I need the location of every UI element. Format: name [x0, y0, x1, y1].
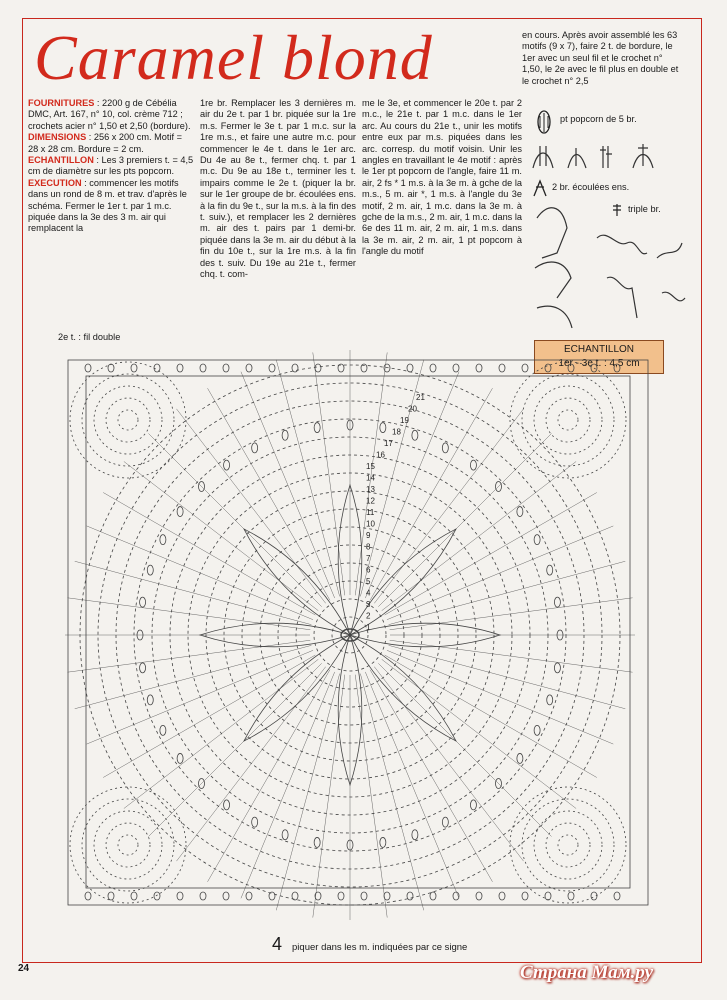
chart-corner-arc	[522, 374, 614, 466]
col2-text: 1re br. Remplacer les 3 dernières m. air du 2e t. par 1 br. piquée sur la 1re m.s. Fermer le 3e t. par 1 m.c. sur la 1re m.s., et faire une autre m.c. pour commencer le 4e t. dans le 1er arc. Du 4e au 8e t., fermer chq. t. par 1 m.c. Du 9e au 18e t., terminer les t. impairs comme le 2e t. (piquer la br. sur le 1er groupe de br. écoulées ens. à la fin du 9e t., sur la m.s. à la fin des t. suiv.), et remplacer les 2 dernières m. air des t. pairs par 1 demi-br. piquée dans la 3e m. air du début à la fin du 10e t., sur la 1re m.s. à la fin des t. suiv. Du 19e au 21e t., fermer chq. t. com-	[200, 98, 356, 280]
chart-spoke	[378, 663, 551, 836]
col3-text: me le 3e, et commencer le 20e t. par 2 m.c., le 21e t. par 1 m.c. dans le 1er arc. Au cours du 21e t., unir les motifs entre eux par m.s. piquées dans les arc. corresp. du motif voisin. Unir les angles en travaillant le 4e motif : après le 1er pt popcorn de l'angle, faire 11 m. air, 2 fs * 1 m.s. à la 3e m. à gche de la m.s., 5 m. air *, 1 m.s. à l'angle du 3e motif, 2 m. air, 1 m.c. dans la 3e m. à gche de la m.s., 2 m. air, 1 m.c. dans la 6e des 11 m. air, 2 m. air, 1 m.s. dans la 3e m. air, 2 m. air, 1 pt popcorn à l'angle du motif	[362, 98, 522, 257]
chart-border-popcorn	[200, 892, 206, 900]
chart-popcorn	[442, 443, 448, 453]
chart-spoke	[365, 672, 459, 898]
legend-popcorn: pt popcorn de 5 br.	[560, 114, 637, 124]
chart-spoke	[355, 675, 387, 918]
chart-border-popcorn	[269, 892, 275, 900]
chart-border-popcorn	[315, 892, 321, 900]
echantillon-label: ECHANTILLON	[28, 155, 94, 166]
chart-corner-arc	[546, 823, 590, 867]
chart-popcorn	[147, 565, 153, 575]
fournitures-text: : 2200 g de Cébélia DMC, Art. 167, n° 10, col. crème 712 ; crochets acier n° 1,50 et 2,50 (bordure).	[28, 98, 191, 131]
chart-corner-arc	[510, 362, 626, 478]
chart-spoke	[75, 561, 312, 624]
chart-border-popcorn	[223, 892, 229, 900]
chart-spoke	[390, 640, 633, 672]
chart-popcorn	[140, 663, 146, 673]
chart-border-popcorn	[384, 364, 390, 372]
chart-corner-arc	[118, 835, 138, 855]
chart-spoke	[313, 675, 345, 918]
chart-popcorn	[224, 460, 230, 470]
chart-border-popcorn	[154, 364, 160, 372]
chart-popcorn	[282, 830, 288, 840]
chart-border-popcorn	[131, 364, 137, 372]
chart-spoke	[390, 598, 633, 630]
chart-row-number: 14	[366, 473, 375, 483]
chart-border-popcorn	[545, 364, 551, 372]
chart-popcorn	[252, 443, 258, 453]
chart-spoke	[360, 674, 423, 911]
chart-spoke	[374, 667, 523, 861]
chart-spoke	[124, 659, 318, 808]
chart-border-popcorn	[568, 892, 574, 900]
chart-spoke	[241, 672, 335, 898]
chart-row-number: 3	[366, 600, 371, 609]
chart-spoke	[313, 352, 345, 595]
chart-border-popcorn	[407, 364, 413, 372]
chart-popcorn	[412, 430, 418, 440]
chart-popcorn	[224, 800, 230, 810]
chart-border-popcorn	[292, 892, 298, 900]
chart-spoke	[378, 433, 551, 606]
chart-corner-arc	[94, 386, 162, 454]
chart-border-popcorn	[476, 364, 482, 372]
chart-row-number: 2	[366, 611, 371, 621]
chart-popcorn	[282, 430, 288, 440]
chart-row-number: 20	[408, 404, 417, 414]
chart-popcorn	[160, 725, 166, 735]
echantillon-text: : Les 3 premiers t. = 4,5 cm de diamètre sur les pts popcorn.	[28, 155, 194, 177]
chart-corner-arc	[70, 787, 186, 903]
chart-row-number: 18	[392, 427, 401, 437]
chart-row-number: 9	[366, 531, 371, 540]
chart-spoke	[177, 409, 326, 603]
instructions-column-3	[362, 98, 522, 258]
chart-popcorn	[177, 753, 183, 763]
dimensions-paragraph	[28, 132, 194, 155]
popcorn-symbol-icon	[530, 108, 560, 136]
stitch-illustrations-icon	[527, 198, 692, 338]
col0-text: en cours. Après avoir assemblé les 63 motifs (9 x 7), faire 2 t. de bordure, le 1er avec un seul fil et le crochet n° 1,50, le 2e avec le fil plus en double et le crochet n° 2,5	[522, 30, 679, 86]
footnote-text: piquer dans les m. indiquées par ce signe	[292, 942, 468, 953]
chart-popcorn	[442, 817, 448, 827]
chart-border-popcorn	[407, 892, 413, 900]
chart-border-popcorn	[591, 364, 597, 372]
chart-corner-arc	[82, 799, 174, 891]
chart-spoke	[276, 360, 339, 597]
chart-border-popcorn	[568, 364, 574, 372]
chart-border-popcorn	[177, 892, 183, 900]
fournitures-label: FOURNITURES	[28, 98, 95, 108]
chart-popcorn	[470, 800, 476, 810]
page-title: Caramel blond	[34, 22, 433, 93]
chart-spoke	[276, 674, 339, 911]
chart-row-number: 16	[376, 450, 385, 460]
chart-popcorn	[252, 817, 258, 827]
chart-border-popcorn	[131, 892, 137, 900]
chart-border-popcorn	[108, 364, 114, 372]
insertion-sign-icon: 4	[272, 934, 283, 954]
chart-spoke	[387, 526, 613, 620]
chart-spoke	[374, 409, 523, 603]
chart-border-popcorn	[315, 364, 321, 372]
chart-corner-arc	[534, 386, 602, 454]
chart-popcorn	[314, 837, 320, 847]
chart-popcorn	[147, 695, 153, 705]
chart-border-popcorn	[177, 364, 183, 372]
chart-border-popcorn	[430, 892, 436, 900]
chart-row-number: 13	[366, 485, 375, 494]
chart-spoke	[389, 645, 626, 708]
chart-row-number: 15	[366, 462, 375, 471]
chart-spoke	[389, 561, 626, 624]
chart-border-popcorn	[522, 364, 528, 372]
chart-corner-arc	[534, 811, 602, 879]
chart-popcorn	[547, 695, 553, 705]
two-br-symbol-icon	[530, 178, 550, 198]
chart-border-popcorn	[453, 364, 459, 372]
chart-spoke	[75, 645, 312, 708]
chart-border-popcorn	[614, 892, 620, 900]
legend-two-br: 2 br. écoulées ens.	[552, 182, 630, 192]
chart-corner-arc	[94, 811, 162, 879]
chart-border-popcorn	[430, 364, 436, 372]
chart-spoke	[124, 462, 318, 611]
chart-popcorn	[314, 423, 320, 433]
chart-border-popcorn	[223, 364, 229, 372]
chart-border-popcorn	[614, 364, 620, 372]
chart-row-number: 1	[366, 623, 371, 632]
chart-row-number: 10	[366, 519, 375, 529]
chart-spoke	[387, 650, 613, 744]
chart-popcorn	[140, 597, 146, 607]
instructions-column-1	[28, 98, 194, 235]
chart-row-number: 5	[366, 577, 371, 586]
chart-border-popcorn	[545, 892, 551, 900]
chart-row-number: 12	[366, 496, 375, 506]
chart-row-number: 7	[366, 554, 371, 563]
dimensions-label: DIMENSIONS	[28, 132, 87, 143]
chart-row-number: 4	[366, 588, 371, 598]
chart-corner-arc	[82, 374, 174, 466]
chart-popcorn	[517, 753, 523, 763]
chart-border-popcorn	[269, 364, 275, 372]
chart-spoke	[177, 667, 326, 861]
chart-popcorn	[380, 837, 386, 847]
chart-border-popcorn	[85, 364, 91, 372]
chart-border-popcorn	[246, 892, 252, 900]
chart-border-popcorn	[522, 892, 528, 900]
chart-popcorn	[534, 535, 540, 545]
chart-border-popcorn	[85, 892, 91, 900]
chart-border-popcorn	[108, 892, 114, 900]
fournitures-paragraph	[28, 98, 194, 132]
chart-popcorn	[517, 507, 523, 517]
chart-corner-arc	[106, 823, 150, 867]
dimensions-text: : 256 x 200 cm. Motif = 28 x 28 cm. Bordure = 2 cm.	[28, 132, 182, 154]
chart-border-popcorn	[292, 364, 298, 372]
chart-corner-arc	[118, 410, 138, 430]
chart-corner-arc	[522, 799, 614, 891]
chart-popcorn	[554, 597, 560, 607]
chart-spoke	[87, 526, 313, 620]
chart-popcorn	[547, 565, 553, 575]
chart-border-popcorn	[499, 364, 505, 372]
execution-text: : commencer les motifs dans un rond de 8 m. et trav. d'après le schéma. Fermer le 1er t. par 1 m.c. piquée dans la 3e des 3 m. air qui remplacent la	[28, 177, 187, 234]
chart-row-number: 8	[366, 542, 371, 552]
instructions-column-2	[200, 98, 356, 281]
chart-row-number: 11	[366, 508, 375, 517]
echantillon-box-text: 1er - 3e t. : 4,5 cm	[558, 358, 640, 369]
chart-spoke	[67, 640, 310, 672]
chart-popcorn	[412, 830, 418, 840]
chart-popcorn	[160, 535, 166, 545]
chart-popcorn	[177, 507, 183, 517]
echantillon-paragraph	[28, 155, 194, 178]
chart-popcorn	[470, 460, 476, 470]
instructions-column-4	[522, 30, 680, 87]
echantillon-box-title: ECHANTILLON	[563, 344, 634, 355]
chart-border-popcorn	[246, 364, 252, 372]
chart-row-number: 6	[366, 565, 371, 575]
chart-border-popcorn	[499, 892, 505, 900]
chart-spoke	[87, 650, 313, 744]
page-number: 24	[18, 963, 30, 974]
legend-triple: triple br.	[628, 204, 661, 214]
chart-corner-arc	[558, 410, 578, 430]
chart-row-number: 21	[416, 393, 425, 402]
chart-border-popcorn	[384, 892, 390, 900]
chart-border-popcorn	[361, 892, 367, 900]
chart-spoke	[382, 462, 576, 611]
chart-row-number: 19	[400, 416, 409, 425]
crochet-chart	[48, 340, 698, 930]
chart-top-label: 2e t. : fil double	[58, 332, 121, 342]
stitch-samples-icon	[528, 138, 668, 174]
chart-popcorn	[554, 663, 560, 673]
chart-border-popcorn	[476, 892, 482, 900]
chart-spoke	[382, 659, 576, 808]
chart-corner-arc	[106, 398, 150, 442]
execution-paragraph	[28, 178, 194, 235]
chart-corner-arc	[546, 398, 590, 442]
watermark: Страна Мам.ру	[520, 962, 654, 983]
chart-footnote	[272, 934, 467, 955]
chart-popcorn	[380, 423, 386, 433]
chart-corner-arc	[558, 835, 578, 855]
chart-popcorn	[534, 725, 540, 735]
chart-spoke	[67, 598, 310, 630]
chart-border-popcorn	[154, 892, 160, 900]
chart-row-number: 17	[384, 439, 393, 448]
execution-label: EXECUTION	[28, 177, 82, 188]
chart-border-popcorn	[338, 892, 344, 900]
chart-spoke	[148, 433, 321, 606]
chart-corner-arc	[510, 787, 626, 903]
chart-spoke	[241, 372, 335, 598]
chart-border-popcorn	[200, 364, 206, 372]
